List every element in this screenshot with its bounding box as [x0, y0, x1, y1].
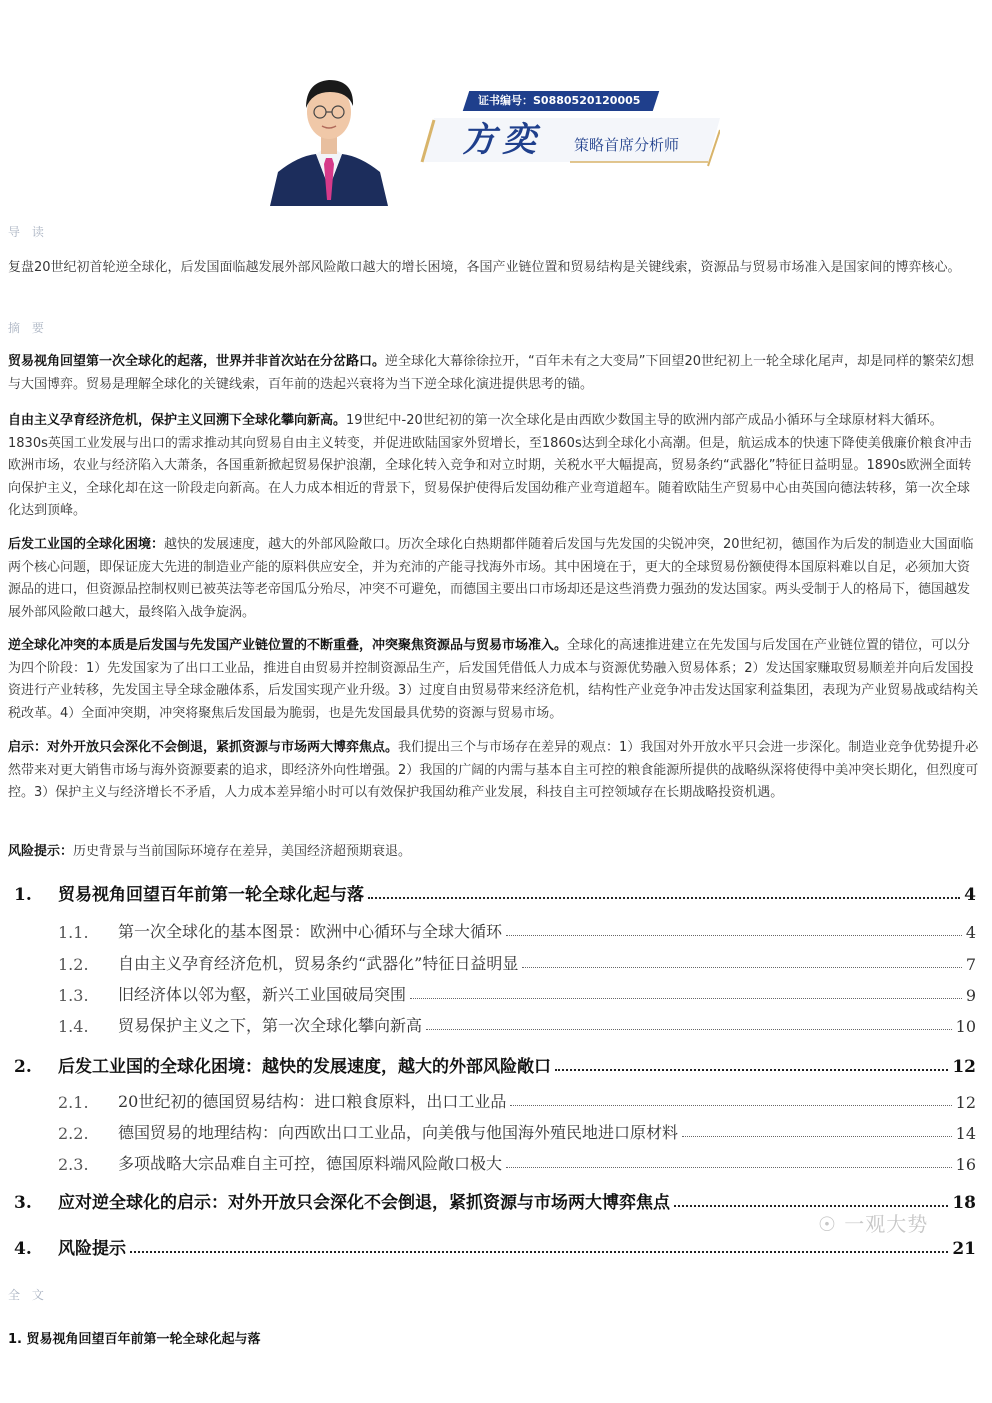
paragraph-body: 19世纪中-20世纪初的第一次全球化是由西欧少数国主导的欧洲内部产成品小循环与全球原材料大循环。1830s英国工业发展与出口的需求推动其向贸易自由主义转变，并促进欧陆国家外贸增长，至1860s达到全球化小高潮。但是，航运成本的快速下降使美俄廉价粮食冲击欧洲市场，农业与经济陷入大萧条，各国重新掀起贸易保护浪潮，全球化转入竞争和对立时期，关税水平大幅提高，贸易条约“武器化”特征日益明显。1890s欧洲全面转向保护主义，全球化却在这一阶段走向新高。在人力成本相近的背景下，贸易保护使得后发国幼稚产业弯道超车。随着欧陆生产贸易中心由英国向德法转移，第一次全球化达到顶峰。 — [8, 413, 972, 518]
toc-title: 应对逆全球化的启示：对外开放只会深化不会倒退，紧抓资源与市场两大博弈焦点 — [58, 1193, 670, 1213]
summary-paragraph-3 — [8, 534, 980, 624]
toc-title: 后发工业国的全球化困境：越快的发展速度，越大的外部风险敞口 — [58, 1057, 551, 1077]
analyst-header — [0, 0, 992, 210]
summary-paragraph-2 — [8, 410, 980, 523]
fulltext-label: 全 文 — [8, 1288, 48, 1302]
toc-title: 贸易视角回望百年前第一轮全球化起与落 — [58, 885, 364, 905]
risk-label: 风险提示： — [8, 844, 74, 859]
toc-title: 20世纪初的德国贸易结构：进口粮食原料，出口工业品 — [118, 1092, 507, 1111]
analyst-name: 方奕 — [462, 120, 542, 160]
wechat-watermark — [818, 1208, 928, 1237]
toc-entry[interactable] — [58, 1013, 976, 1036]
summary-paragraph-1 — [8, 351, 980, 396]
toc-title: 风险提示 — [58, 1239, 126, 1259]
toc-page: 18 — [952, 1193, 976, 1213]
intro-text: 复盘20世纪初首轮逆全球化，后发国面临越发展外部风险敞口越大的增长困境，各国产业链位置和贸易结构是关键线索，资源品与贸易市场准入是国家间的博弈核心。 — [8, 260, 961, 275]
toc-entry[interactable] — [58, 982, 976, 1005]
toc-number: 3. — [14, 1193, 32, 1213]
toc-page: 21 — [952, 1239, 976, 1259]
toc-entry[interactable] — [14, 880, 976, 905]
toc-entry[interactable] — [58, 919, 976, 942]
section-heading: 1. 贸易视角回望百年前第一轮全球化起与落 — [8, 1332, 261, 1347]
paragraph-body: 全球化的高速推进建立在先发国与后发国在产业链位置的错位，可以分为四个阶段：1）先发国家为了出口工业品，推进自由贸易并控制资源品生产，后发国凭借低人力成本与资源优势融入贸易体系；2）发达国家赚取贸易顺差并向后发国投资进行产业转移，先发国主导全球金融体系，后发国实现产业升级。3）过度自由贸易带来经济危机，结构性产业竞争冲击发达国家利益集团，表现为产业贸易战或结构关税改革。4）全面冲突期，冲突将聚焦后发国最为脆弱，也是先发国最具优势的资源与贸易市场。 — [8, 638, 979, 721]
analyst-title: 策略首席分析师 — [574, 136, 680, 154]
summary-paragraph-4 — [8, 635, 980, 725]
summary-paragraph-5 — [8, 737, 980, 805]
toc-number: 1.1. — [58, 923, 89, 942]
toc-entry[interactable] — [14, 1052, 976, 1077]
toc-title: 贸易保护主义之下，第一次全球化攀向新高 — [118, 1016, 423, 1035]
paragraph-lead: 启示：对外开放只会深化不会倒退，紧抓资源与市场两大博弈焦点。 — [8, 740, 399, 755]
analyst-portrait — [268, 68, 390, 206]
toc-number: 1.3. — [58, 986, 89, 1005]
toc-page: 9 — [965, 986, 976, 1005]
toc-number: 2. — [14, 1057, 32, 1077]
toc-title: 第一次全球化的基本图景：欧洲中心循环与全球大循环 — [118, 922, 503, 941]
wechat-icon: ☉ — [818, 1212, 837, 1236]
toc-page: 4 — [965, 923, 976, 942]
toc-page: 12 — [952, 1057, 976, 1077]
toc-number: 1.2. — [58, 955, 89, 974]
risk-text: 历史背景与当前国际环境存在差异，美国经济超预期衰退。 — [73, 844, 412, 859]
paragraph-lead: 自由主义孕育经济危机，保护主义回溯下全球化攀向新高。 — [8, 413, 347, 428]
toc-entry[interactable] — [58, 951, 976, 974]
toc-page: 16 — [955, 1155, 976, 1174]
paragraph-lead: 贸易视角回望第一次全球化的起落，世界并非首次站在分岔路口。 — [8, 354, 386, 369]
toc-page: 4 — [964, 885, 976, 905]
toc-title: 多项战略大宗品难自主可控，德国原料端风险敞口极大 — [118, 1154, 503, 1173]
risk-warning — [8, 841, 980, 864]
toc-page: 10 — [955, 1017, 976, 1036]
toc-page: 12 — [955, 1093, 976, 1112]
toc-number: 1.4. — [58, 1017, 89, 1036]
toc-page: 7 — [965, 955, 976, 974]
paragraph-lead: 后发工业国的全球化困境： — [8, 537, 165, 552]
summary-label: 摘 要 — [8, 321, 48, 335]
cert-number-badge: 证书编号：S0880520120005 — [463, 91, 660, 111]
toc-title: 德国贸易的地理结构：向西欧出口工业品，向美俄与他国海外殖民地进口原材料 — [118, 1123, 679, 1142]
paragraph-body: 逆全球化大幕徐徐拉开，“百年未有之大变局”下回望20世纪初上一轮全球化尾声，却是同样的繁荣幻想与大国博弈。贸易是理解全球化的关键线索，百年前的迭起兴衰将为当下逆全球化演进提供思考的锚。 — [8, 354, 975, 392]
toc-entry[interactable] — [14, 1234, 976, 1259]
intro-label: 导 读 — [8, 225, 48, 239]
toc-entry[interactable] — [58, 1151, 976, 1174]
toc-number: 4. — [14, 1239, 32, 1259]
toc-entry[interactable] — [58, 1120, 976, 1143]
watermark-text: 一观大势 — [844, 1212, 929, 1236]
toc-page: 14 — [955, 1124, 976, 1143]
toc-number: 1. — [14, 885, 32, 905]
toc-number: 2.2. — [58, 1124, 89, 1143]
paragraph-body: 我们提出三个与市场存在差异的观点：1）我国对外开放水平只会进一步深化。制造业竞争优势提升必然带来对更大销售市场与海外资源要素的追求，即经济外向性增强。2）我国的广阔的内需与基本自主可控的粮食能源所提供的战略纵深将使得中美冲突长期化，但烈度可控。3）保护主义与经济增长不矛盾，人力成本差异缩小时可以有效保护我国幼稚产业发展，科技自主可控领域存在长期战略投资机遇。 — [8, 740, 979, 800]
paragraph-lead: 逆全球化冲突的本质是后发国与先发国产业链位置的不断重叠，冲突聚焦资源品与贸易市场准入。 — [8, 638, 568, 653]
toc-number: 2.1. — [58, 1093, 89, 1112]
toc-entry[interactable] — [58, 1089, 976, 1112]
toc-title: 自由主义孕育经济危机，贸易条约“武器化”特征日益明显 — [118, 954, 519, 973]
toc-number: 2.3. — [58, 1155, 89, 1174]
toc-title: 旧经济体以邻为壑，新兴工业国破局突围 — [118, 985, 407, 1004]
paragraph-body: 越快的发展速度，越大的外部风险敞口。历次全球化白热期都伴随着后发国与先发国的尖锐冲突，20世纪初，德国作为后发的制造业大国面临两个核心问题，即保证庞大先进的制造业产能的原料供应安全，并为充沛的产能寻找海外市场。其中困境在于，更大的全球贸易份额使得本国原料难以自足，必须加大资源品的进口，但资源品控制权则已被英法等老帝国瓜分殆尽，冲突不可避免，而德国主要出口市场却还是这些消费力强劲的发达国家。两头受制于人的格局下，德国越发展外部风险敞口越大，最终陷入战争旋涡。 — [8, 537, 974, 620]
